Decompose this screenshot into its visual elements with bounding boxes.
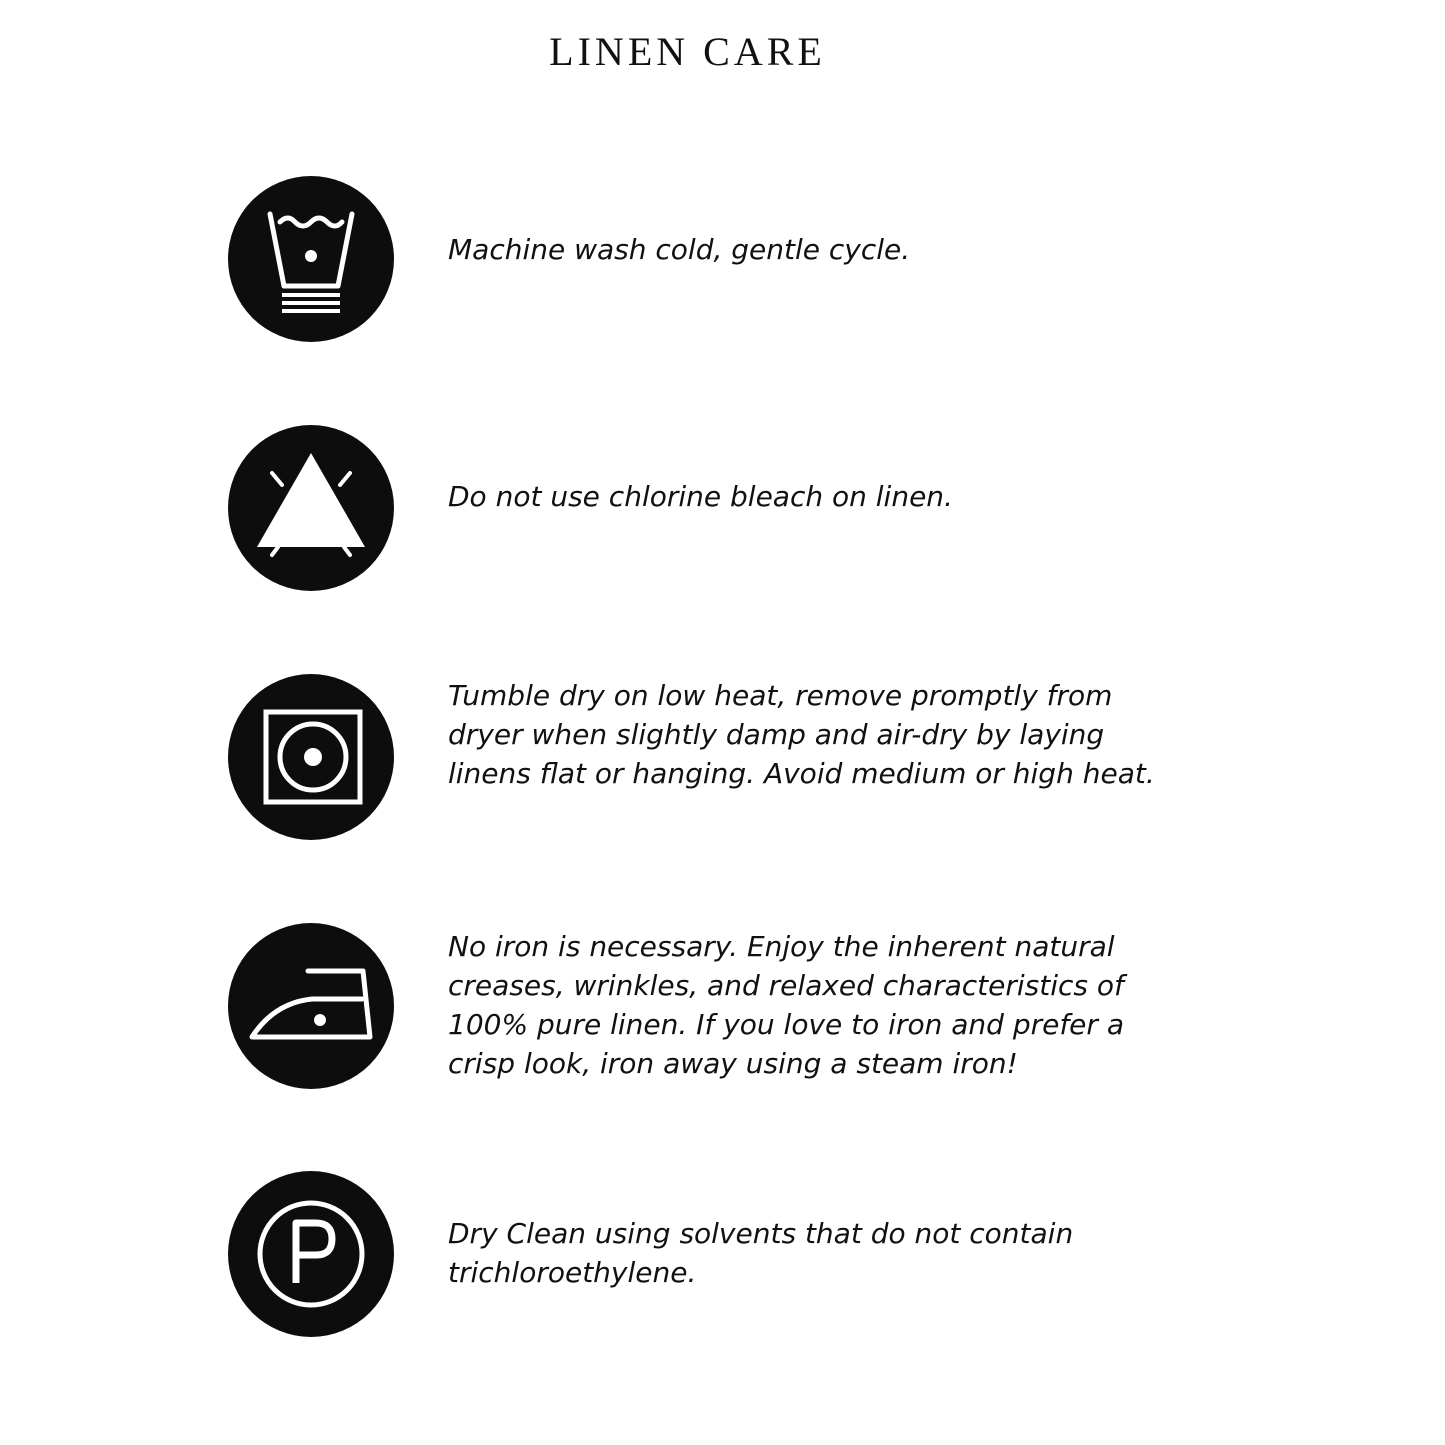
page-title: LINEN CARE [549, 29, 826, 74]
care-item-wash [228, 176, 1188, 342]
iron-low-icon [228, 923, 394, 1089]
care-item-iron [228, 923, 1188, 1089]
care-text-iron: No iron is necessary. Enjoy the inherent natural creases, wrinkles, and relaxed characteristics of 100% pure linen. If you love to iron and prefer a crisp look, iron away using a steam iron! [448, 930, 1124, 1080]
care-item-bleach [228, 425, 1188, 591]
do-not-bleach-icon [228, 425, 394, 591]
care-item-tumble-dry [228, 674, 1188, 840]
care-text-bleach: Do not use chlorine bleach on linen. [448, 480, 953, 513]
care-item-dry-clean [228, 1171, 1188, 1337]
tumble-dry-low-icon [228, 674, 394, 840]
care-text-tumble-dry: Tumble dry on low heat, remove promptly from dryer when slightly damp and air-dry by laying linens flat or hanging. Avoid medium or high heat. [448, 679, 1155, 790]
dry-clean-p-icon [228, 1171, 394, 1337]
care-text-wash: Machine wash cold, gentle cycle. [448, 233, 911, 266]
machine-wash-cold-icon [228, 176, 394, 342]
care-text-dry-clean: Dry Clean using solvents that do not contain trichloroethylene. [448, 1217, 1074, 1289]
